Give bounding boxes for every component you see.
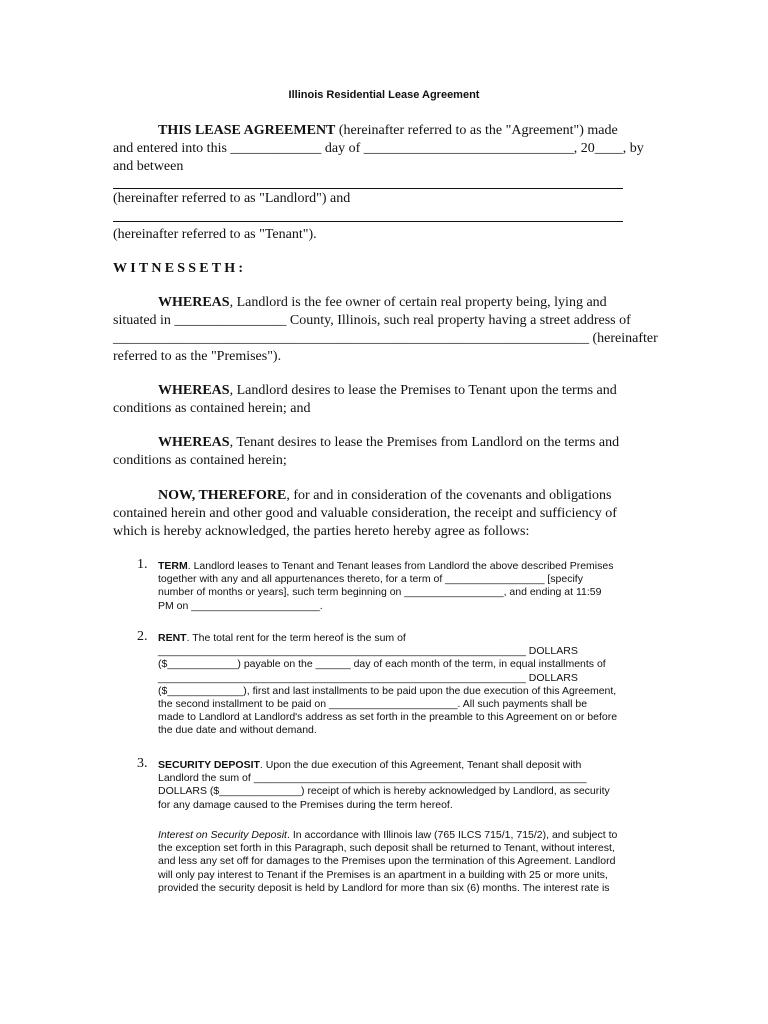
section-3-line-1-text: . Upon the due execution of this Agreement, Tenant shall deposit with (259, 759, 582, 771)
whereas-paragraph-3 (113, 434, 648, 470)
whereas2-lead: WHEREAS (158, 383, 230, 398)
section-1-line-2: together with any and all appurtenances thereto, for a term of _________________ [specify (158, 573, 583, 586)
whereas3-lead: WHEREAS (158, 435, 230, 450)
section-3-line-4: for any damage caused to the Premises during the term hereof. (158, 798, 453, 811)
whereas1-line-3: ____________________________________________________________________ (hereinafter (113, 331, 658, 346)
interest-line-1-text: . In accordance with Illinois law (765 ILCS 715/1, 715/2), and subject to (286, 829, 618, 841)
whereas2-line-1 (113, 382, 648, 400)
whereas2-line-1-text: , Landlord desires to lease the Premises to Tenant upon the terms and (229, 383, 617, 398)
interest-line-4: will only pay interest to Tenant if the Premises is an apartment in a building with 25 or more units, (158, 868, 608, 881)
interest-italic-lead: Interest on Security Deposit (158, 829, 287, 841)
intro-line-1 (113, 122, 648, 140)
intro-line-1-text: (hereinafter referred to as the "Agreement") made (335, 123, 618, 138)
now-therefore-paragraph (113, 487, 648, 541)
now-therefore-line-1 (113, 487, 648, 505)
section-2-line-6: the second installment to be paid on ______________________. All such payments shall be (158, 698, 588, 711)
section-1-line-1-text: . Landlord leases to Tenant and Tenant leases from Landlord the above described Premises (187, 560, 614, 572)
section-2-line-2: _______________________________________________________________ DOLLARS (158, 645, 578, 658)
section-1-number: 1. (137, 557, 148, 572)
whereas3-line-1 (113, 434, 648, 452)
now-therefore-line-3: which is hereby acknowledged, the parties hereto hereby agree as follows: (113, 524, 530, 539)
section-2-line-1 (158, 632, 658, 645)
section-3-number: 3. (137, 756, 148, 771)
section-1-line-1 (158, 560, 658, 573)
whereas1-line-2: situated in ________________ County, Illinois, such real property having a street address of (113, 313, 631, 328)
section-1-heading: TERM (158, 560, 188, 572)
section-2-number: 2. (137, 629, 148, 644)
interest-on-deposit-paragraph (158, 829, 658, 895)
intro-line-2: and entered into this _____________ day of ______________________________, 20____, by (113, 141, 644, 156)
section-2-line-5: ($_____________), first and last installments to be paid upon the due execution of this Agreement, (158, 684, 617, 697)
whereas3-line-1-text: , Tenant desires to lease the Premises from Landlord on the terms and (229, 435, 620, 450)
whereas1-lead: WHEREAS (158, 295, 230, 310)
section-2-line-3: ($____________) payable on the ______ day of each month of the term, in equal installments of (158, 658, 606, 671)
section-2-line-8: the due date and without demand. (158, 724, 317, 737)
witnesseth-heading: WITNESSETH: (113, 261, 247, 276)
whereas1-line-1-text: , Landlord is the fee owner of certain real property being, lying and (229, 295, 607, 310)
section-3-line-3: DOLLARS ($______________) receipt of which is hereby acknowledged by Landlord, as security (158, 785, 610, 798)
section-1-line-4: PM on ______________________. (158, 599, 323, 612)
interest-line-2: the exception set forth in this Paragraph, such deposit shall be returned to Tenant, without interest, (158, 842, 615, 855)
section-3-line-2: Landlord the sum of _________________________________________________________ (158, 772, 587, 785)
document-title: Illinois Residential Lease Agreement (288, 89, 480, 101)
section-term (158, 560, 658, 613)
landlord-label: (hereinafter referred to as "Landlord") and (113, 191, 351, 206)
intro-paragraph (113, 122, 648, 176)
landlord-name-line (113, 188, 623, 189)
interest-line-5: provided the security deposit is held by Landlord for more than six (6) months. The interest rate is (158, 881, 610, 894)
section-1-line-3: number of months or years], such term beginning on _________________, and ending at 11:59 (158, 586, 602, 599)
whereas-paragraph-2 (113, 382, 648, 418)
section-security-deposit (158, 759, 658, 812)
section-rent (158, 632, 658, 738)
interest-line-1 (158, 829, 658, 842)
now-therefore-lead: NOW, THEREFORE (158, 488, 287, 503)
whereas3-line-2: conditions as contained herein; (113, 453, 287, 468)
intro-bold-lead: THIS LEASE AGREEMENT (158, 123, 336, 138)
now-therefore-line-2: contained herein and other good and valuable consideration, the receipt and sufficiency of (113, 506, 617, 521)
section-3-line-1 (158, 759, 658, 772)
now-therefore-line-1-text: , for and in consideration of the covenants and obligations (286, 488, 612, 503)
section-2-line-4: _______________________________________________________________ DOLLARS (158, 671, 578, 684)
section-3-heading: SECURITY DEPOSIT (158, 759, 260, 771)
section-2-heading: RENT (158, 632, 187, 644)
whereas1-line-1 (113, 294, 648, 312)
section-2-line-1-text: . The total rent for the term hereof is the sum of (186, 632, 406, 644)
whereas-paragraph-1 (113, 294, 658, 366)
intro-line-3: and between (113, 159, 184, 174)
whereas2-line-2: conditions as contained herein; and (113, 401, 311, 416)
section-2-line-7: made to Landlord at Landlord's address as set forth in the preamble to this Agreement on or before (158, 711, 618, 724)
tenant-label: (hereinafter referred to as "Tenant"). (113, 227, 317, 242)
interest-line-3: and less any set off for damages to the Premises upon the termination of this Agreement. Landlord (158, 855, 616, 868)
whereas1-line-4: referred to as the "Premises"). (113, 349, 282, 364)
tenant-name-line (113, 221, 623, 222)
